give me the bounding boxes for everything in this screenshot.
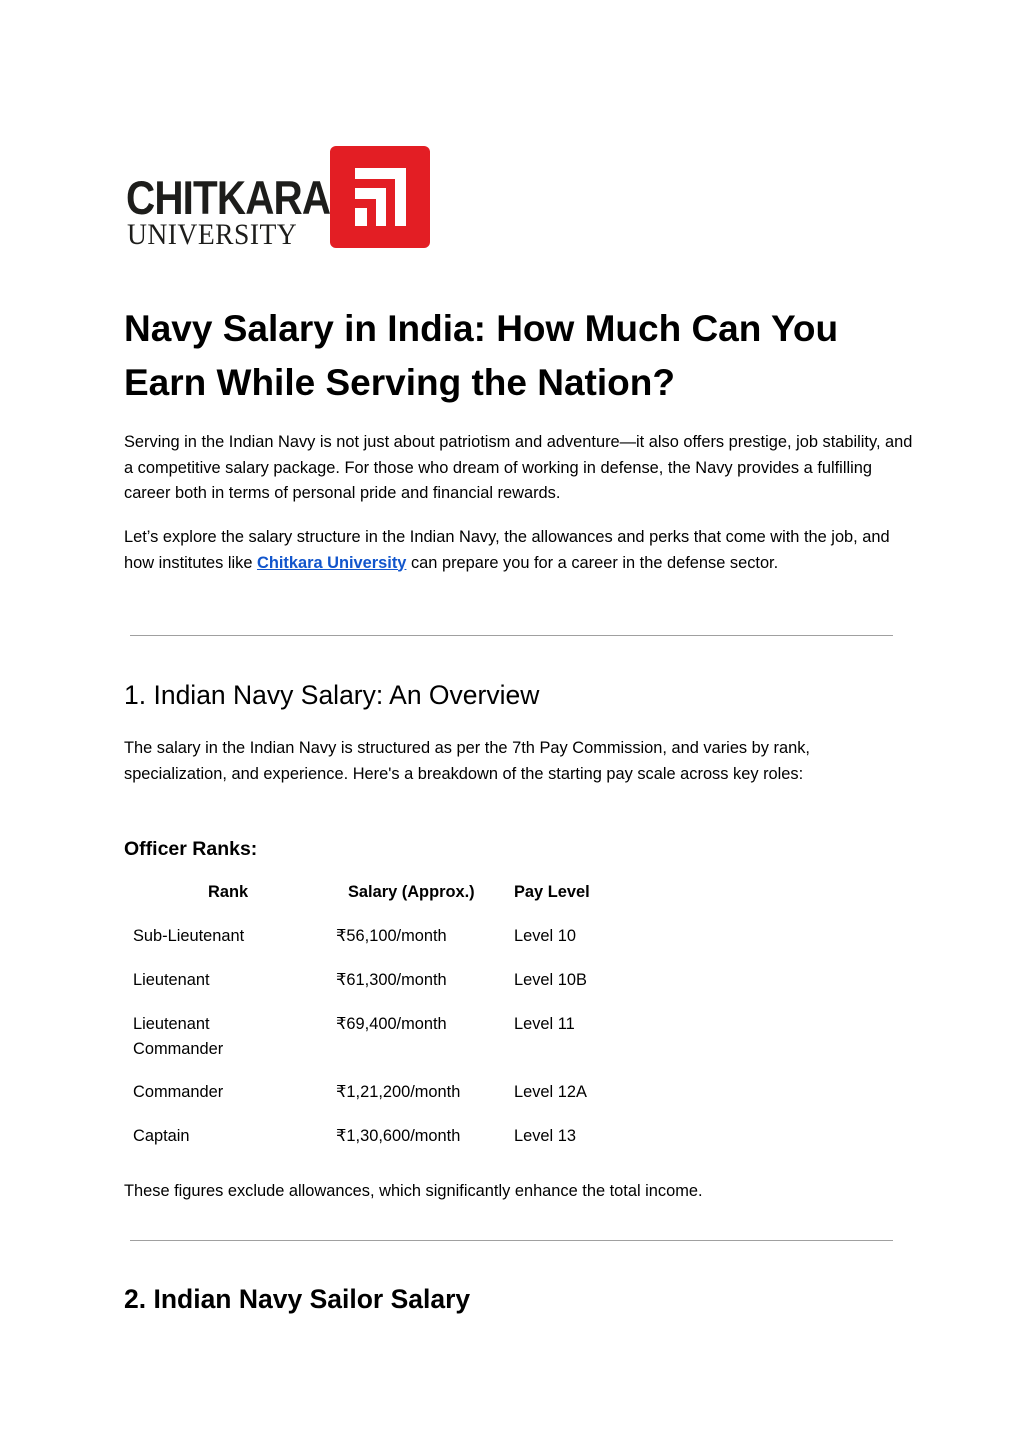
chitkara-university-logo <box>126 146 430 250</box>
logo-mark-icon <box>330 146 430 248</box>
table-cell-rank: Captain <box>133 1127 190 1145</box>
intro-paragraph-1: Serving in the Indian Navy is not just about patriotism and adventure—it also offers prestige, job stability, and a competitive salary package. For those who dream of working in defense, the Navy provides a fulfilling career both in terms of personal pride and financial rewards. <box>124 433 913 502</box>
table-cell-rank: Lieutenant Commander <box>133 1015 224 1058</box>
section-2-heading: 2. Indian Navy Sailor Salary <box>124 1284 471 1314</box>
table-cell-pay-level: Level 10B <box>514 971 587 989</box>
table-cell-salary: ₹1,30,600/month <box>336 1127 461 1145</box>
table-header-pay-level: Pay Level <box>514 883 590 901</box>
table-cell-pay-level: Level 13 <box>514 1127 576 1145</box>
logo-wordmark: CHITKARA <box>126 171 331 224</box>
chitkara-university-link[interactable]: Chitkara University <box>257 553 407 572</box>
table-cell-rank: Commander <box>133 1083 224 1101</box>
table-cell-salary: ₹56,100/month <box>336 927 447 945</box>
section-divider-2 <box>130 1240 893 1241</box>
officer-ranks-heading: Officer Ranks: <box>124 838 258 860</box>
section-1-paragraph: The salary in the Indian Navy is structured as per the 7th Pay Commission, and varies by rank, specialization, and experience. Here's a breakdown of the starting pay scale across key roles: <box>124 739 810 783</box>
table-cell-salary: ₹69,400/month <box>336 1015 447 1033</box>
section-divider-1 <box>130 635 893 636</box>
intro-paragraph-2-text-after: can prepare you for a career in the defense sector. <box>406 553 779 572</box>
table-footnote: These figures exclude allowances, which significantly enhance the total income. <box>124 1182 703 1200</box>
table-cell-rank: Sub-Lieutenant <box>133 927 245 945</box>
table-cell-pay-level: Level 12A <box>514 1083 587 1101</box>
intro-paragraph-2-text-before: Let’s explore the salary structure in the Indian Navy, the allowances and perks that come with the job, and how institutes like <box>124 528 890 572</box>
section-1-heading: 1. Indian Navy Salary: An Overview <box>124 680 540 710</box>
table-cell-pay-level: Level 10 <box>514 927 576 945</box>
table-header-rank: Rank <box>208 883 249 901</box>
table-cell-rank: Lieutenant <box>133 971 210 989</box>
table-header-salary: Salary (Approx.) <box>348 883 475 901</box>
logo-subtitle: UNIVERSITY <box>127 218 298 251</box>
table-cell-salary: ₹1,21,200/month <box>336 1083 461 1101</box>
table-cell-salary: ₹61,300/month <box>336 971 447 989</box>
page-title: Navy Salary in India: How Much Can You Earn While Serving the Nation? <box>124 308 839 403</box>
table-cell-pay-level: Level 11 <box>514 1015 575 1033</box>
intro-paragraph-2 <box>124 525 914 576</box>
